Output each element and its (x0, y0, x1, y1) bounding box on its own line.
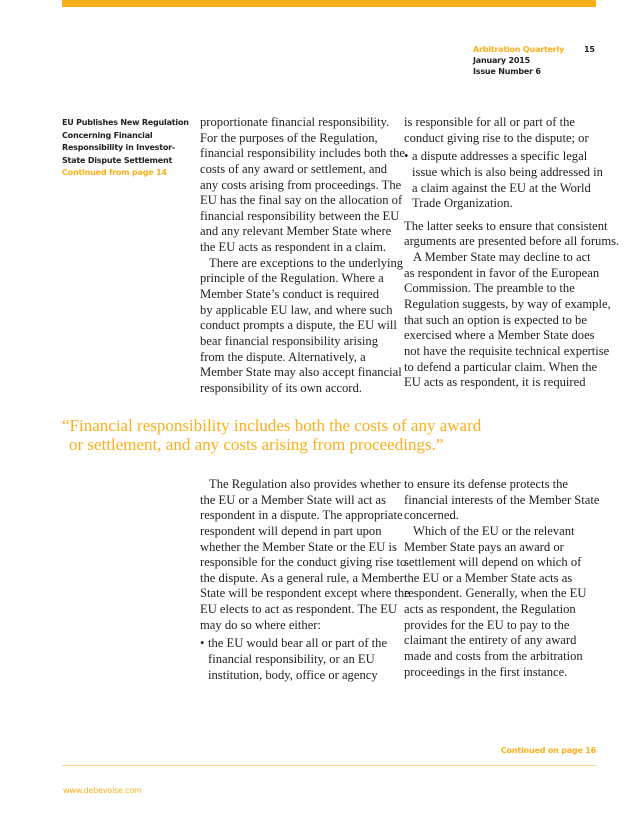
pull-quote-line: or settlement, and any costs arising from proceedings.” (69, 435, 444, 454)
text-line: whether the Member State or the EU is (200, 539, 397, 554)
continued-on-link[interactable]: Continued on page 16 (500, 746, 596, 755)
text-line: provides for the EU to pay to the (404, 617, 570, 632)
text-line: respondent. Generally, when the EU (404, 586, 587, 601)
text-line: any costs arising from proceedings. The (200, 177, 402, 192)
publication-header (473, 44, 564, 77)
text-line: that such an option is expected to be (404, 312, 587, 327)
bullet-item (404, 149, 619, 212)
paragraph (404, 477, 600, 524)
footer-divider (62, 765, 596, 766)
continued-from-link[interactable]: Continued from page 14 (62, 168, 167, 178)
text-line: Member State’s conduct is required (200, 287, 380, 302)
lower-column-2 (404, 477, 600, 680)
text-line: The Regulation also provides whether (209, 477, 401, 491)
paragraph (404, 219, 619, 250)
text-line: There are exceptions to the underlying (209, 255, 404, 270)
text-line: Member State may also accept financial (200, 365, 402, 380)
text-line: the dispute. As a general rule, a Member (200, 570, 404, 585)
text-line: is responsible for all or part of the (404, 115, 576, 129)
text-line: concerned. (404, 508, 459, 523)
paragraph (404, 524, 600, 680)
text-line: responsibility of its own accord. (200, 380, 362, 395)
text-line: respondent in a dispute. The appropriate (200, 508, 403, 523)
upper-column-1 (200, 115, 405, 397)
text-line: proceedings in the first instance. (404, 664, 568, 679)
text-line: Commission. The preamble to the (404, 281, 575, 296)
text-line: Trade Organization. (412, 196, 513, 211)
text-line: to ensure its defense protects the (404, 477, 569, 491)
paragraph (404, 115, 619, 146)
text-line: claimant the entirety of any award (404, 633, 577, 648)
text-line: For the purposes of the Regulation, (200, 130, 378, 145)
text-line: the EU or a Member State will act as (200, 492, 387, 507)
text-line: exercised where a Member State does (404, 328, 595, 343)
article-title-line: Responsibility in Investor- (62, 143, 176, 153)
text-line: financial interests of the Member State (404, 492, 600, 507)
page-number: 15 (584, 45, 595, 54)
text-line: a claim against the EU at the World (412, 180, 591, 195)
article-sidebar (62, 117, 192, 180)
text-line: arguments are presented before all forums. (404, 234, 620, 249)
text-line: Regulation suggests, by way of example, (404, 297, 611, 312)
lower-column-1 (200, 477, 410, 686)
article-title-line: Concerning Financial (62, 130, 153, 140)
paragraph (200, 115, 405, 256)
text-line: financial responsibility, or an EU (208, 652, 375, 667)
text-line: settlement will depend on which of (404, 555, 582, 570)
text-line: costs of any award or settlement, and (200, 161, 388, 176)
text-line: to defend a particular claim. When the (404, 359, 598, 374)
text-line: by applicable EU law, and where such (200, 302, 393, 317)
text-line: the EU would bear all or part of the (208, 636, 388, 651)
text-line: EU acts as respondent, it is required (404, 375, 586, 390)
issue-number: Issue Number 6 (473, 67, 541, 76)
text-line: and any relevant Member State where (200, 224, 392, 239)
paragraph (404, 250, 619, 391)
text-line: the EU or a Member State acts as (404, 570, 573, 585)
text-line: Which of the EU or the relevant (413, 523, 575, 538)
text-line: State will be respondent except where the (200, 586, 410, 601)
text-line: institution, body, office or agency (208, 667, 378, 682)
text-line: principle of the Regulation. Where a (200, 271, 384, 286)
top-accent-bar (62, 0, 596, 7)
pull-quote-line: “Financial responsibility includes both the costs of any award (62, 416, 482, 435)
paragraph (200, 477, 410, 633)
text-line: The latter seeks to ensure that consistent (404, 218, 608, 233)
text-line: conduct prompts a dispute, the EU will (200, 318, 397, 333)
issue-date: January 2015 (473, 56, 530, 65)
text-line: issue which is also being addressed in (412, 164, 603, 179)
text-line: responsible for the conduct giving rise to (200, 555, 407, 570)
text-line: a dispute addresses a specific legal (412, 149, 588, 164)
text-line: as respondent in favor of the European (404, 265, 600, 280)
text-line: acts as respondent, the Regulation (404, 602, 576, 617)
text-line: EU elects to act as respondent. The EU (200, 602, 398, 617)
paragraph (200, 256, 405, 397)
bullet-item (200, 636, 410, 683)
text-line: not have the requisite technical expertise (404, 343, 610, 358)
text-line: EU has the final say on the allocation of (200, 193, 403, 208)
text-line: A Member State may decline to act (413, 250, 591, 265)
website-link[interactable]: www.debevoise.com (63, 786, 142, 795)
publication-title: Arbitration Quarterly (473, 45, 565, 54)
text-line: from the dispute. Alternatively, a (200, 349, 366, 364)
text-line: bear financial responsibility arising (200, 333, 379, 348)
text-line: financial responsibility between the EU (200, 208, 400, 223)
text-line: made and costs from the arbitration (404, 649, 583, 664)
bullet-icon: • (200, 636, 205, 651)
text-line: the EU acts as respondent in a claim. (200, 240, 387, 255)
pull-quote (62, 416, 481, 454)
article-title-line: State Dispute Settlement (62, 155, 173, 165)
text-line: Member State pays an award or (404, 539, 564, 554)
text-line: may do so where either: (200, 617, 321, 632)
text-line: proportionate financial responsibility. (200, 115, 390, 129)
upper-column-2 (404, 115, 619, 391)
bullet-icon: • (404, 149, 409, 164)
article-title-line: EU Publishes New Regulation (62, 118, 189, 127)
text-line: financial responsibility includes both the (200, 146, 405, 161)
text-line: respondent will depend in part upon (200, 523, 382, 538)
text-line: conduct giving rise to the dispute; or (404, 130, 589, 145)
